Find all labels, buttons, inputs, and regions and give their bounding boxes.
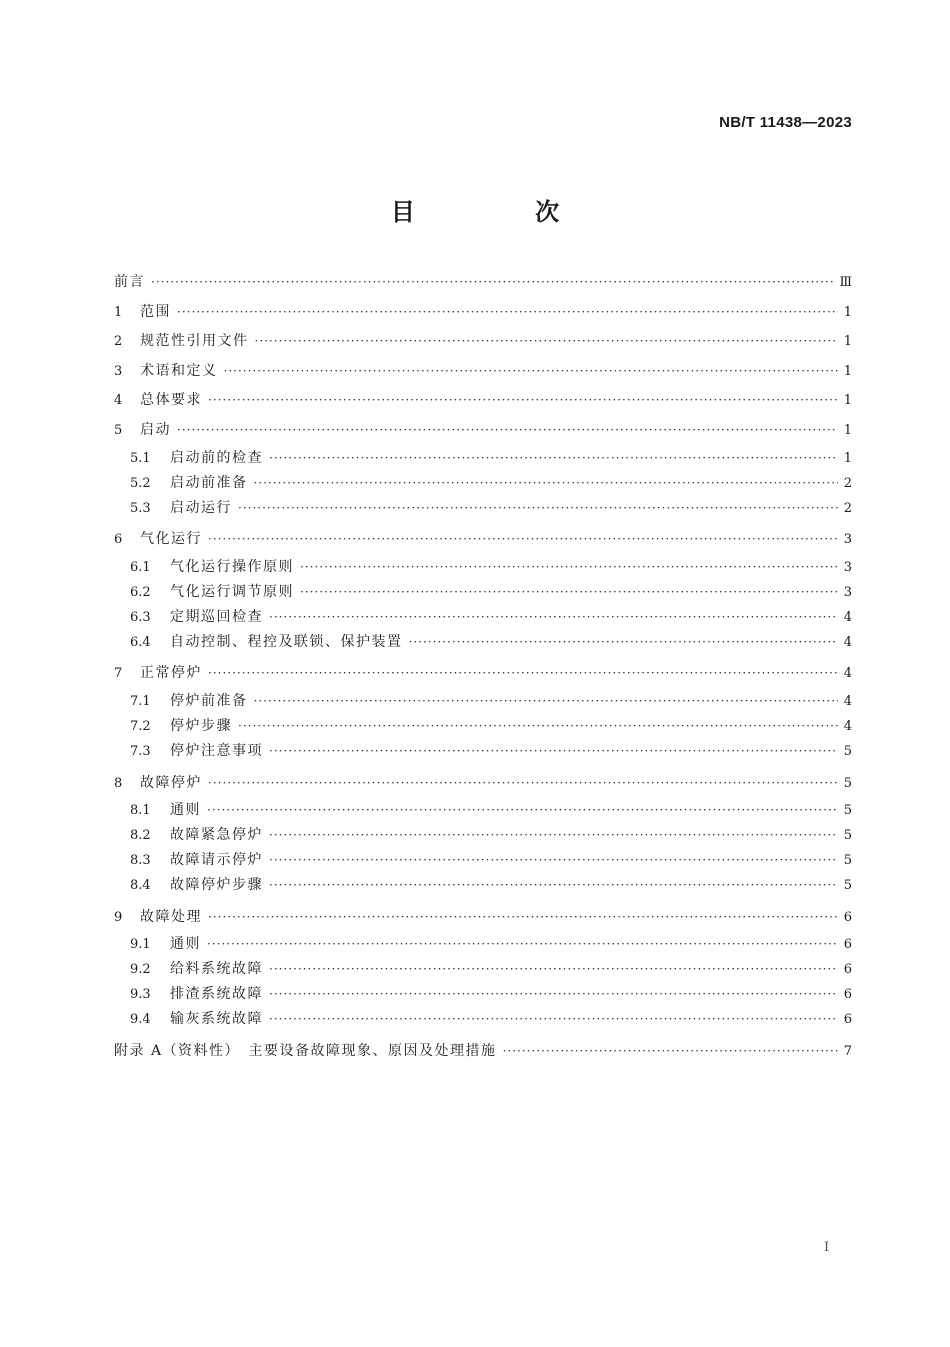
toc-entry-page: 3 (843, 532, 852, 548)
toc-entry-number: 8.3 (130, 853, 151, 869)
toc-entry-label: 启动运行 (170, 499, 232, 516)
toc-entry-page: 6 (843, 987, 852, 1003)
toc-entry-page: 2 (843, 475, 852, 491)
toc-entry[interactable] (114, 555, 852, 580)
toc-entry-number: 6.1 (130, 559, 151, 575)
toc-entry-page: 1 (843, 450, 852, 466)
toc-entry-label: 附录 A（资料性） 主要设备故障现象、原因及处理措施 (114, 1042, 497, 1059)
toc-entry-page: 6 (843, 962, 852, 978)
toc-entry-page: 3 (843, 584, 852, 600)
toc-entry-page: 4 (843, 634, 852, 650)
toc-leader-dots (269, 446, 838, 471)
page-title: 目 次 (390, 198, 616, 226)
toc-entry-label: 定期巡回检查 (170, 608, 263, 625)
toc-entry-label: 通则 (170, 936, 201, 953)
toc-entry-number: 8.4 (130, 878, 151, 894)
toc-entry-label: 范围 (140, 303, 171, 320)
toc-entry[interactable] (114, 471, 852, 496)
toc-leader-dots (269, 982, 838, 1007)
toc-entry[interactable] (114, 769, 852, 799)
toc-leader-dots (208, 525, 838, 555)
toc-entry-label: 停炉前准备 (170, 692, 248, 709)
toc-entry[interactable] (114, 903, 852, 933)
toc-entry-label: 术语和定义 (140, 362, 218, 379)
toc-entry[interactable] (114, 268, 852, 298)
toc-entry-page: 1 (843, 363, 852, 379)
toc-entry[interactable] (114, 659, 852, 689)
table-of-contents (114, 268, 852, 1067)
toc-entry-number: 6.4 (130, 634, 151, 650)
toc-entry-number: 6.3 (130, 609, 151, 625)
toc-leader-dots (503, 1037, 838, 1067)
toc-entry[interactable] (114, 386, 852, 416)
toc-entry-page: 6 (843, 1012, 852, 1028)
toc-leader-dots (208, 659, 838, 689)
toc-entry[interactable] (114, 689, 852, 714)
toc-leader-dots (269, 1007, 838, 1032)
toc-leader-dots (269, 873, 838, 898)
toc-entry[interactable] (114, 298, 852, 328)
toc-entry-label: 故障停炉 (140, 774, 202, 791)
toc-entry-number: 9.4 (130, 1012, 151, 1028)
toc-entry-number: 8 (114, 775, 123, 791)
toc-entry-number: 7.1 (130, 693, 151, 709)
toc-entry-page: 4 (843, 718, 852, 734)
toc-leader-dots (207, 932, 838, 957)
toc-entry-label: 故障请示停炉 (170, 852, 263, 869)
page-number: I (824, 1240, 830, 1255)
toc-leader-dots (238, 496, 838, 521)
toc-entry-page: 5 (843, 878, 852, 894)
toc-entry-label: 正常停炉 (140, 665, 202, 682)
toc-entry[interactable] (114, 798, 852, 823)
toc-leader-dots (255, 327, 838, 357)
toc-leader-dots (269, 739, 838, 764)
toc-entry-page: 4 (843, 666, 852, 682)
toc-entry-label: 气化运行调节原则 (170, 583, 294, 600)
toc-entry-page: 5 (843, 828, 852, 844)
toc-entry[interactable] (114, 739, 852, 769)
toc-entry[interactable] (114, 525, 852, 555)
toc-entry[interactable] (114, 416, 852, 446)
toc-entry-page: 1 (843, 393, 852, 409)
toc-entry-number: 2 (114, 334, 123, 350)
toc-leader-dots (300, 555, 838, 580)
toc-entry-label: 给料系统故障 (170, 961, 263, 978)
toc-entry-label: 排渣系统故障 (170, 986, 263, 1003)
toc-entry-page: Ⅲ (839, 275, 852, 290)
toc-entry-number: 5.3 (130, 500, 151, 516)
toc-entry-number: 9.3 (130, 987, 151, 1003)
toc-entry-number: 7.2 (130, 718, 151, 734)
toc-entry-number: 5.2 (130, 475, 151, 491)
toc-leader-dots (269, 848, 838, 873)
toc-entry-number: 3 (114, 363, 123, 379)
toc-entry-page: 1 (843, 304, 852, 320)
toc-entry[interactable] (114, 932, 852, 957)
toc-entry-number: 8.2 (130, 828, 151, 844)
toc-entry-number: 5.1 (130, 450, 151, 466)
toc-entry-number: 9.1 (130, 937, 151, 953)
toc-entry-label: 通则 (170, 802, 201, 819)
toc-leader-dots (177, 416, 838, 446)
toc-entry[interactable] (114, 630, 852, 660)
toc-entry-page: 5 (843, 853, 852, 869)
toc-entry[interactable] (114, 823, 852, 848)
toc-entry-label: 前言 (114, 274, 145, 290)
toc-entry-page: 1 (843, 334, 852, 350)
toc-entry-label: 停炉步骤 (170, 717, 232, 734)
toc-entry-label: 故障紧急停炉 (170, 827, 263, 844)
toc-entry[interactable] (114, 446, 852, 471)
toc-entry-number: 9 (114, 909, 123, 925)
toc-leader-dots (238, 714, 838, 739)
toc-entry-label: 故障处理 (140, 908, 202, 925)
toc-entry-label: 气化运行操作原则 (170, 558, 294, 575)
toc-leader-dots (177, 298, 838, 328)
toc-entry-page: 5 (843, 775, 852, 791)
toc-leader-dots (269, 957, 838, 982)
toc-leader-dots (254, 689, 838, 714)
toc-leader-dots (151, 268, 833, 298)
toc-entry-number: 1 (114, 304, 123, 320)
toc-entry-number: 8.1 (130, 803, 151, 819)
toc-entry-label: 停炉注意事项 (170, 742, 263, 759)
toc-leader-dots (269, 605, 838, 630)
toc-entry[interactable] (114, 714, 852, 739)
toc-leader-dots (300, 580, 838, 605)
toc-leader-dots (224, 357, 838, 387)
toc-entry-page: 4 (843, 693, 852, 709)
toc-entry-label: 启动前的检查 (170, 449, 263, 466)
toc-leader-dots (208, 903, 838, 933)
toc-entry[interactable] (114, 848, 852, 873)
toc-entry[interactable] (114, 873, 852, 903)
toc-entry[interactable] (114, 580, 852, 605)
toc-entry-number: 9.2 (130, 962, 151, 978)
toc-entry-number: 4 (114, 393, 123, 409)
toc-entry-number: 6 (114, 532, 123, 548)
toc-entry-page: 2 (843, 500, 852, 516)
toc-entry-page: 4 (843, 609, 852, 625)
toc-leader-dots (409, 630, 838, 655)
toc-leader-dots (208, 386, 838, 416)
toc-entry-page: 5 (843, 803, 852, 819)
toc-entry-label: 故障停炉步骤 (170, 877, 263, 894)
toc-entry-label: 规范性引用文件 (140, 333, 249, 350)
toc-entry[interactable] (114, 496, 852, 526)
toc-entry-page: 1 (843, 422, 852, 438)
toc-entry[interactable] (114, 1007, 852, 1037)
toc-entry-label: 总体要求 (140, 392, 202, 409)
toc-leader-dots (207, 798, 838, 823)
document-code: NB/T 11438—2023 (719, 114, 852, 131)
toc-entry[interactable] (114, 1037, 852, 1067)
toc-leader-dots (269, 823, 838, 848)
toc-entry-label: 输灰系统故障 (170, 1011, 263, 1028)
toc-entry-label: 启动 (140, 421, 171, 438)
toc-entry-label: 启动前准备 (170, 474, 248, 491)
toc-entry-page: 6 (843, 937, 852, 953)
toc-entry-number: 5 (114, 422, 123, 438)
toc-entry[interactable] (114, 957, 852, 982)
toc-entry-page: 7 (843, 1043, 852, 1059)
toc-leader-dots (254, 471, 838, 496)
toc-entry[interactable] (114, 605, 852, 630)
toc-entry-number: 7 (114, 666, 123, 682)
toc-entry-page: 5 (843, 743, 852, 759)
toc-entry[interactable] (114, 982, 852, 1007)
toc-entry-page: 3 (843, 559, 852, 575)
toc-entry[interactable] (114, 357, 852, 387)
toc-entry-label: 气化运行 (140, 531, 202, 548)
toc-entry-number: 6.2 (130, 584, 151, 600)
toc-entry-label: 自动控制、程控及联锁、保护装置 (170, 633, 403, 650)
toc-entry[interactable] (114, 327, 852, 357)
toc-entry-page: 6 (843, 909, 852, 925)
toc-entry-number: 7.3 (130, 743, 151, 759)
toc-leader-dots (208, 769, 838, 799)
